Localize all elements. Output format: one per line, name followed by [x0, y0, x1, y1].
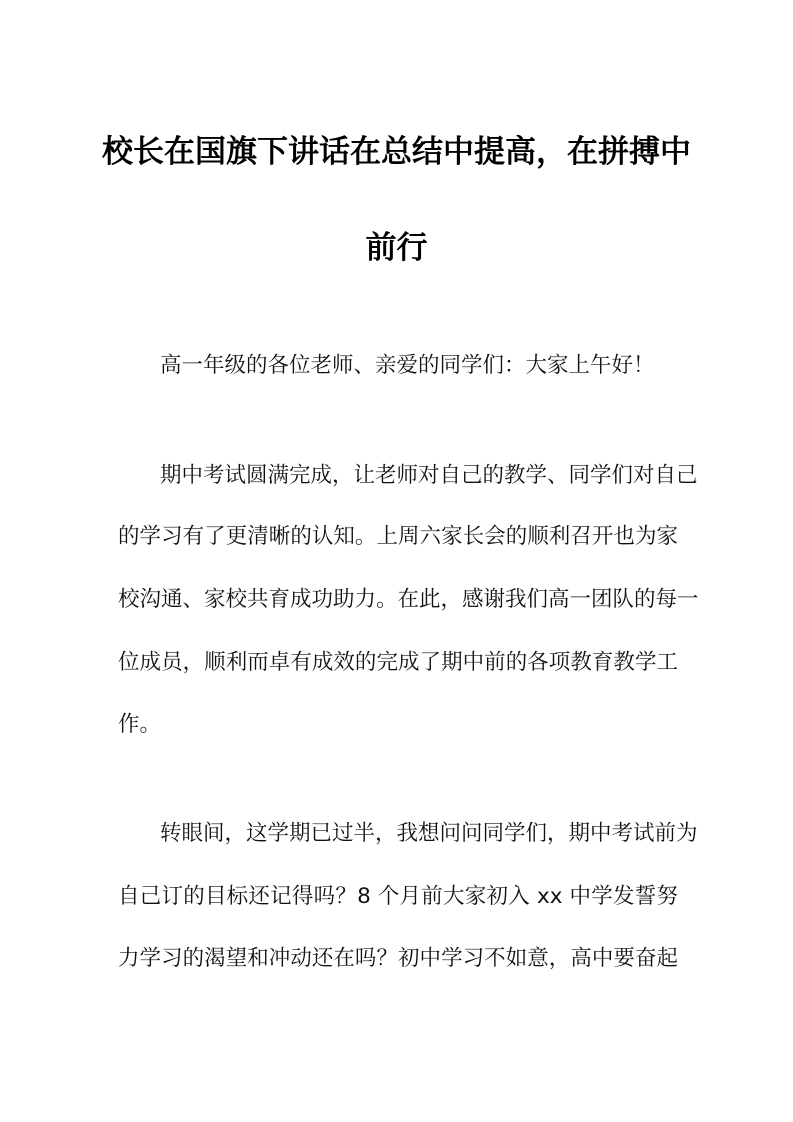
paragraph-line: 作。 [118, 712, 162, 737]
paragraph-line: 位成员，顺利而卓有成效的完成了期中前的各项教育教学工 [118, 650, 678, 675]
paragraph-line: 的学习有了更清晰的认知。上周六家长会的顺利召开也为家 [118, 524, 678, 549]
paragraph-line: 期中考试圆满完成，让老师对自己的教学、同学们对自己 [160, 463, 698, 488]
paragraph-line: 自己订的目标还记得吗？8 个月前大家初入 xx 中学发誓努 [118, 884, 678, 909]
document-title-line-2: 前行 [365, 230, 428, 266]
document-title-line-1: 校长在国旗下讲话在总结中提高，在拼搏中 [102, 134, 691, 170]
paragraph-line: 转眼间，这学期已过半，我想问问同学们，期中考试前为 [160, 821, 698, 846]
greeting: 高一年级的各位老师、亲爱的同学们：大家上午好！ [160, 353, 655, 378]
paragraph-line: 力学习的渴望和冲动还在吗？初中学习不如意，高中要奋起 [118, 946, 678, 971]
paragraph-line: 校沟通、家校共育成功助力。在此，感谢我们高一团队的每一 [118, 587, 699, 612]
